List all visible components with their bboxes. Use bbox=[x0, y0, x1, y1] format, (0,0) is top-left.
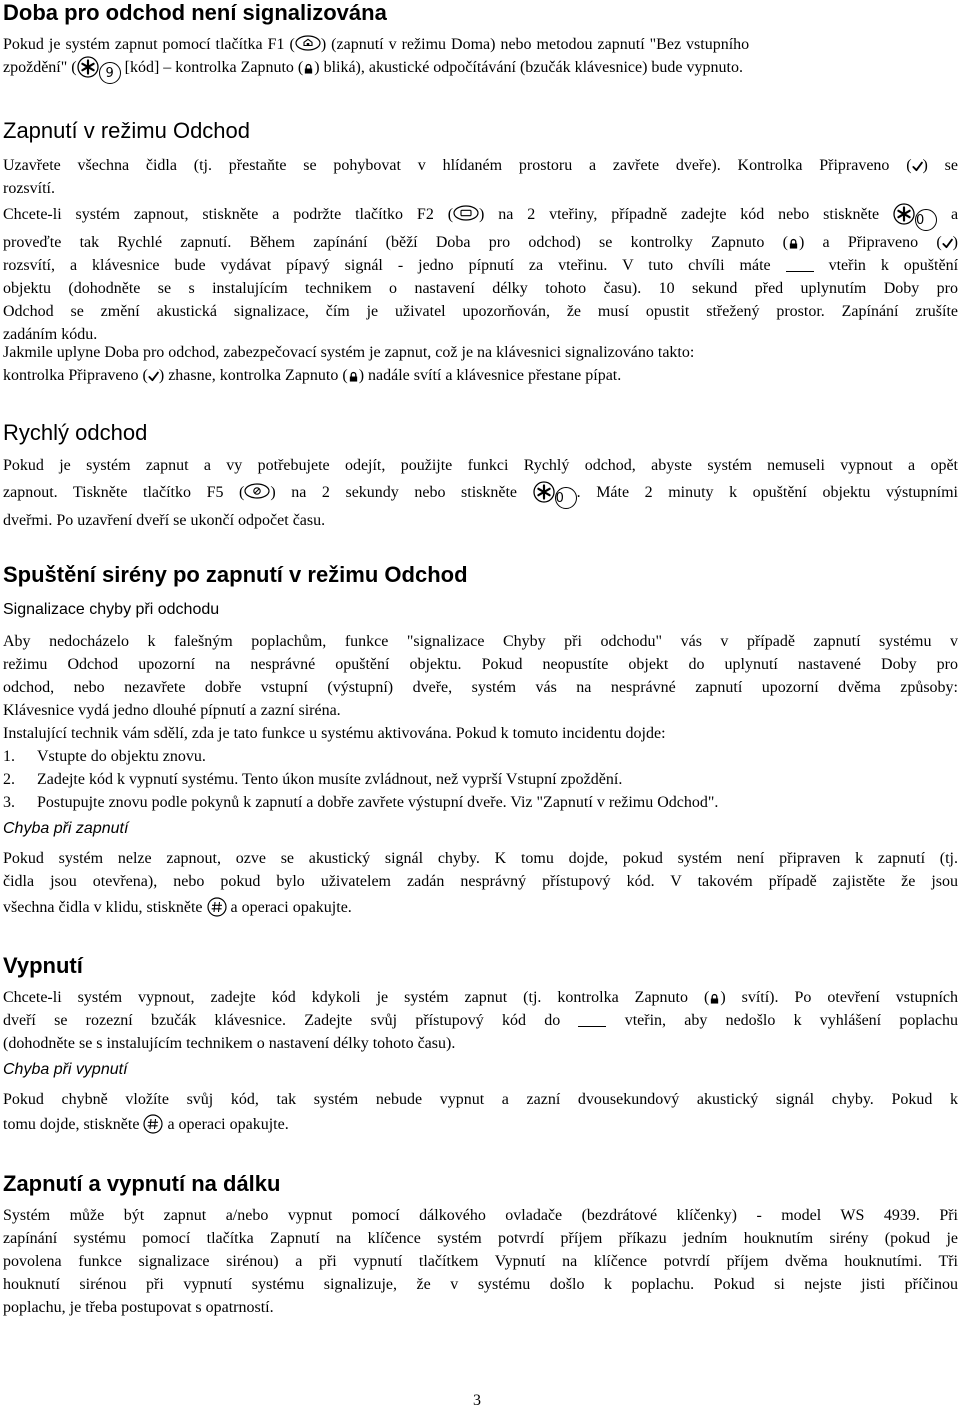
text: . Máte 2 minuty k opuštění objektu výstupními bbox=[576, 484, 959, 501]
heading-exit-delay-not-signaled: Doba pro odchod není signalizována bbox=[3, 0, 387, 25]
check-mark-icon bbox=[148, 371, 159, 382]
text: odchod, nebo nezavřete dobře vstupní (výstupní) dveře, systém vás na nesprávné zapnutí upozorní dvěma způsoby: bbox=[3, 679, 958, 696]
heading-quick-exit: Rychlý odchod bbox=[3, 420, 148, 445]
text: povolena funkce signalizace sirénou) a při vypnutí tlačítkem Vypnutí na klíčence potvrdí příjem dvěma houknutími. Tři bbox=[3, 1253, 958, 1270]
lock-icon bbox=[788, 238, 799, 249]
f5-quick-exit-icon bbox=[244, 483, 270, 499]
text: ) zhasne, kontrolka Zapnuto ( bbox=[158, 367, 348, 384]
text: rozsvítí. bbox=[3, 180, 55, 197]
check-mark-icon bbox=[912, 161, 923, 172]
paragraph-remote-arming bbox=[3, 1204, 958, 1319]
text: ) na 2 vteřiny, případně zadejte kód nebo stiskněte bbox=[479, 206, 880, 223]
text: ) na 2 sekundy nebo stiskněte bbox=[270, 484, 518, 501]
paragraph-exit-delay bbox=[3, 33, 958, 84]
text: Klávesnice vydá jedno dlouhé pípnutí a zazní siréna. bbox=[3, 702, 341, 719]
text: dveřmi. Po uzavření dveří se ukončí odpočet času. bbox=[3, 512, 326, 529]
list-number: 1. bbox=[3, 748, 15, 765]
heading-disarming: Vypnutí bbox=[3, 953, 83, 978]
text: ) nadále svítí a klávesnice přestane pípat. bbox=[358, 367, 622, 384]
text: kontrolka Připraveno ( bbox=[3, 367, 148, 384]
text: (dohodněte se s instalujícím technikem o nastavení délky tohoto času). bbox=[3, 1035, 456, 1052]
paragraph-exit-fault bbox=[3, 630, 958, 814]
key-9-icon: 9 bbox=[99, 62, 121, 84]
text: ) svítí). Po otevření vstupních bbox=[720, 989, 958, 1006]
key-0-icon: 0 bbox=[915, 209, 937, 231]
text: a operaci opakujte. bbox=[167, 1116, 289, 1133]
list-text: Postupujte znovu podle pokynů k zapnutí a dobře zavřete výstupní dveře. Viz "Zapnutí v režimu Odchod". bbox=[37, 794, 719, 811]
subheading-arming-fault: Chyba při zapnutí bbox=[3, 820, 129, 837]
paragraph-quick-exit bbox=[3, 454, 958, 532]
text: Pokud je systém zapnut a vy potřebujete odejít, použijte funkci Rychlý odchod, abyste systém nemuseli vypnout a opět bbox=[3, 457, 958, 474]
paragraph-disarming-fault bbox=[3, 1088, 958, 1136]
text: zpoždění" ( bbox=[3, 59, 77, 76]
page-number: 3 bbox=[473, 1392, 481, 1409]
text: [kód] – kontrolka Zapnuto ( bbox=[124, 59, 304, 76]
heading-remote-arming: Zapnutí a vypnutí na dálku bbox=[3, 1171, 281, 1196]
lock-icon bbox=[303, 63, 314, 74]
text: Jakmile uplyne Doba pro odchod, zabezpečovací systém je zapnut, což je na klávesnici signalizováno takto: bbox=[3, 344, 695, 361]
list-number: 2. bbox=[3, 771, 15, 788]
text: Pokud je systém zapnut pomocí tlačítka F1 ( bbox=[3, 36, 295, 53]
text: houknutí sirénou při vypnutí systému signalizuje, že v systému došlo k poplachu. Pokud si nejste jisti příčinou bbox=[3, 1276, 958, 1293]
text: Aby nedocházelo k falešným poplachům, funkce "signalizace Chyby při odchodu" vás v případě zapnutí systému v bbox=[3, 633, 958, 650]
text: Chcete-li systém vypnout, zadejte kód kdykoli je systém zapnut (tj. kontrolka Zapnuto ( bbox=[3, 989, 710, 1006]
heading-siren-after-away-arming: Spuštění sirény po zapnutí v režimu Odchod bbox=[3, 562, 468, 587]
text: proveďte tak Rychlé zapnutí. Během zapínání (běží Doba pro odchod) se kontrolky Zapnuto ( bbox=[3, 234, 788, 251]
text: ) (zapnutí v režimu Doma) nebo metodou zapnutí "Bez vstupního bbox=[320, 36, 750, 53]
text: a bbox=[950, 206, 959, 223]
text: vteřin k opuštění bbox=[828, 257, 959, 274]
text: Uzavřete všechna čidla (tj. přestaňte se pohybovat v hlídaném prostoru a zavřete dveře). Kontrolka Připraveno ( bbox=[3, 157, 912, 174]
text: ) bliká), akustické odpočítávání (bzučák klávesnice) bude vypnuto. bbox=[314, 59, 743, 76]
list-text: Zadejte kód k vypnutí systému. Tento úkon musíte zvládnout, než vyprší Vstupní zpoždění. bbox=[37, 771, 623, 788]
text: poplachu, je třeba postupovat s opatrností. bbox=[3, 1299, 274, 1316]
text: ) bbox=[952, 234, 958, 251]
text: zapínání systému pomocí tlačítka Zapnutí na klíčence systém potvrdí příjem příkazu jedním houknutím sirény (pokud je bbox=[3, 1230, 958, 1247]
text: Systém může být zapnut a/nebo vypnut pomocí dálkového ovladače (bezdrátové klíčenky) - model WS 4939. Při bbox=[3, 1207, 958, 1224]
text: ) a Připraveno ( bbox=[798, 234, 942, 251]
text: Odchod se změní akustická signalizace, čím je uživatel upozorňován, že musí opustit střežený prostor. Zapínání zrušíte bbox=[3, 303, 958, 320]
text: čidla jsou otevřena), nebo pokud bylo uživatelem zadán nesprávný přístupový kód. V takovém případě zajistěte že jsou bbox=[3, 873, 958, 890]
blank-seconds-field bbox=[578, 1012, 606, 1027]
lock-icon bbox=[709, 993, 720, 1004]
check-mark-icon bbox=[942, 238, 953, 249]
asterisk-key-icon bbox=[77, 56, 99, 78]
text: ) se bbox=[922, 157, 958, 174]
f1-home-icon bbox=[295, 35, 321, 51]
lock-icon bbox=[348, 371, 359, 382]
text: rozsvítí, a klávesnice bude vydávat pípavý signál - jedno pípnutí za vteřinu. V tuto chvíli máte bbox=[3, 257, 771, 274]
key-0-icon: 0 bbox=[555, 487, 577, 509]
asterisk-key-icon bbox=[893, 203, 915, 225]
text: tomu dojde, stiskněte bbox=[3, 1116, 140, 1133]
paragraph-arming-fault bbox=[3, 847, 958, 919]
text: a operaci opakujte. bbox=[230, 899, 352, 916]
text: vteřin, aby nedošlo k vyhlášení poplachu bbox=[624, 1012, 958, 1029]
text: zadáním kódu. bbox=[3, 326, 98, 343]
list-item bbox=[3, 745, 958, 768]
blank-seconds-field bbox=[786, 257, 814, 272]
text: všechna čidla v klidu, stiskněte bbox=[3, 899, 203, 916]
list-text: Vstupte do objektu znovu. bbox=[37, 748, 206, 765]
list-item bbox=[3, 768, 958, 791]
asterisk-key-icon bbox=[533, 481, 555, 503]
list-number: 3. bbox=[3, 794, 15, 811]
text: Instalující technik vám sdělí, zda je tato funkce u systému aktivována. Pokud k tomuto incidentu dojde: bbox=[3, 725, 666, 742]
text: Pokud chybně vložíte svůj kód, tak systém nebude vypnut a zazní dvousekundový akustický signál chyby. Pokud k bbox=[3, 1091, 958, 1108]
subheading-disarming-fault: Chyba při vypnutí bbox=[3, 1061, 128, 1078]
subheading-exit-fault: Signalizace chyby při odchodu bbox=[3, 601, 220, 618]
heading-away-arming: Zapnutí v režimu Odchod bbox=[3, 118, 251, 143]
hash-key-icon bbox=[143, 1114, 163, 1134]
text: Pokud systém nelze zapnout, ozve se akustický signál chyby. K tomu dojde, pokud systém není připraven k zapnutí (tj. bbox=[3, 850, 958, 867]
text: objektu (dohodněte se s instalujícím technikem o nastavení délky tohoto času). 10 sekund před uplynutím Doby pro bbox=[3, 280, 958, 297]
text: Chcete-li systém zapnout, stiskněte a podržte tlačítko F2 ( bbox=[3, 206, 454, 223]
list-item bbox=[3, 791, 958, 814]
paragraph-close-sensors bbox=[3, 154, 958, 200]
hash-key-icon bbox=[207, 897, 227, 917]
f2-away-icon bbox=[453, 205, 479, 221]
text: zapnout. Tiskněte tlačítko F5 ( bbox=[3, 484, 245, 501]
paragraph-disarming bbox=[3, 986, 958, 1055]
paragraph-armed-state bbox=[3, 341, 958, 387]
text: dveří se rozezní bzučák klávesnice. Zadejte svůj přístupový kód do bbox=[3, 1012, 561, 1029]
text: režimu Odchod upozorní na nesprávné opuštění objektu. Pokud neopustíte objekt do uplynutí nastavené Doby pro bbox=[3, 656, 958, 673]
paragraph-arming-procedure bbox=[3, 203, 958, 346]
